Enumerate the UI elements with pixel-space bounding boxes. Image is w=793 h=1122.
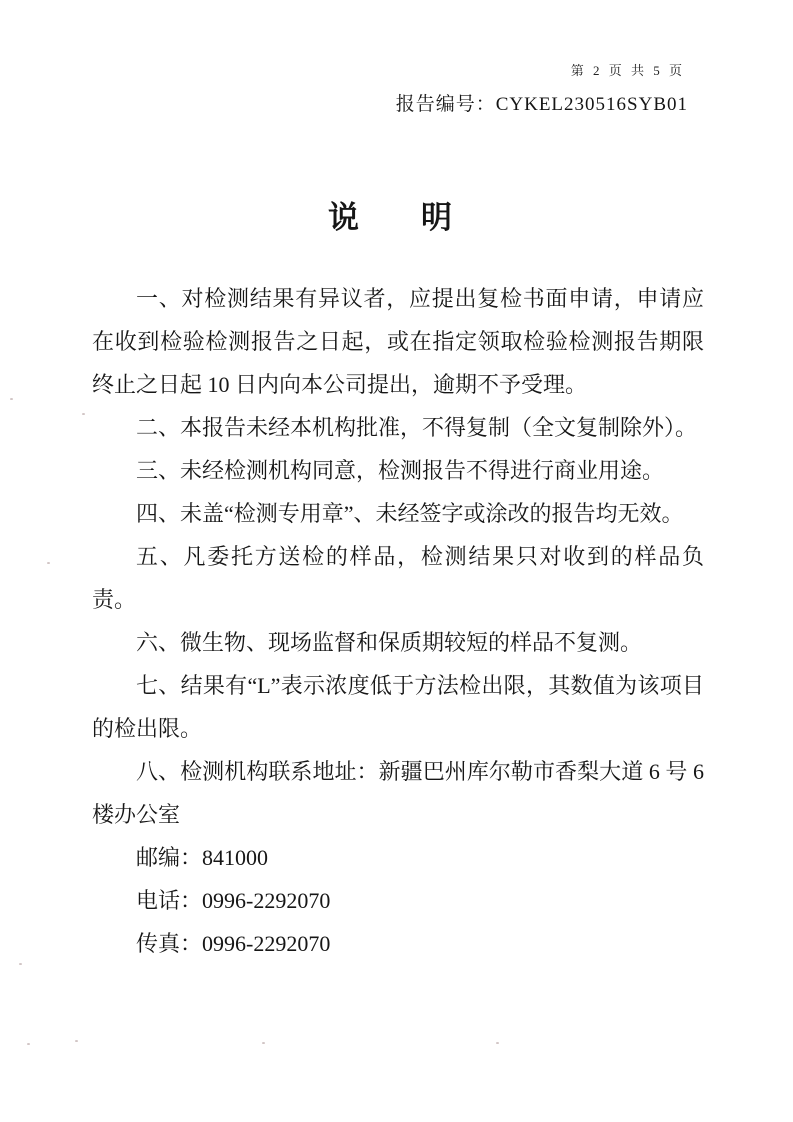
report-number-line: [396, 89, 688, 116]
scan-speck: [10, 398, 13, 400]
page-title: 说 明: [328, 200, 452, 235]
note-item-5: 五、凡委托方送检的样品，检测结果只对收到的样品负责。: [92, 544, 704, 612]
phone-value: 0996-2292070: [202, 888, 331, 913]
note-item-8: 八、检测机构联系地址：新疆巴州库尔勒市香梨大道 6 号 6楼办公室: [92, 759, 704, 827]
fax-label: 传真：: [136, 931, 203, 956]
scan-speck: [19, 963, 22, 965]
note-item-7: 七、结果有“L”表示浓度低于方法检出限，其数值为该项目的检出限。: [92, 673, 704, 741]
fax-value: 0996-2292070: [202, 931, 331, 956]
fax-line: [92, 922, 704, 965]
postal-code-label: 邮编：: [136, 845, 203, 870]
scan-speck: [262, 1042, 265, 1044]
scan-speck: [75, 1040, 78, 1042]
report-number-value: CYKEL230516SYB01: [495, 94, 688, 115]
note-item-6: 六、微生物、现场监督和保质期较短的样品不复测。: [136, 630, 643, 655]
scan-speck: [82, 413, 85, 415]
note-item-3: 三、未经检测机构同意，检测报告不得进行商业用途。: [136, 458, 665, 483]
scan-speck: [47, 562, 50, 564]
postal-code-value: 841000: [202, 845, 269, 870]
contact-section: [92, 836, 704, 965]
note-item-4: 四、未盖“检测专用章”、未经签字或涂改的报告均无效。: [136, 501, 684, 526]
report-number-label: 报告编号：: [395, 94, 496, 115]
note-item-2: 二、本报告未经本机构批准，不得复制（全文复制除外）。: [136, 415, 698, 440]
scan-speck: [27, 1043, 30, 1045]
note-item-1: 一、对检测结果有异议者，应提出复检书面申请，申请应在收到检验检测报告之日起，或在指定领取检验检测报告期限终止之日起 10 日内向本公司提出，逾期不予受理。: [92, 286, 704, 397]
page-number: 第 2 页 共 5 页: [570, 63, 685, 78]
postal-code-line: [92, 836, 704, 879]
phone-label: 电话：: [136, 888, 203, 913]
notes-section: [92, 277, 704, 965]
phone-line: [92, 879, 704, 922]
scan-speck: [496, 1042, 499, 1044]
